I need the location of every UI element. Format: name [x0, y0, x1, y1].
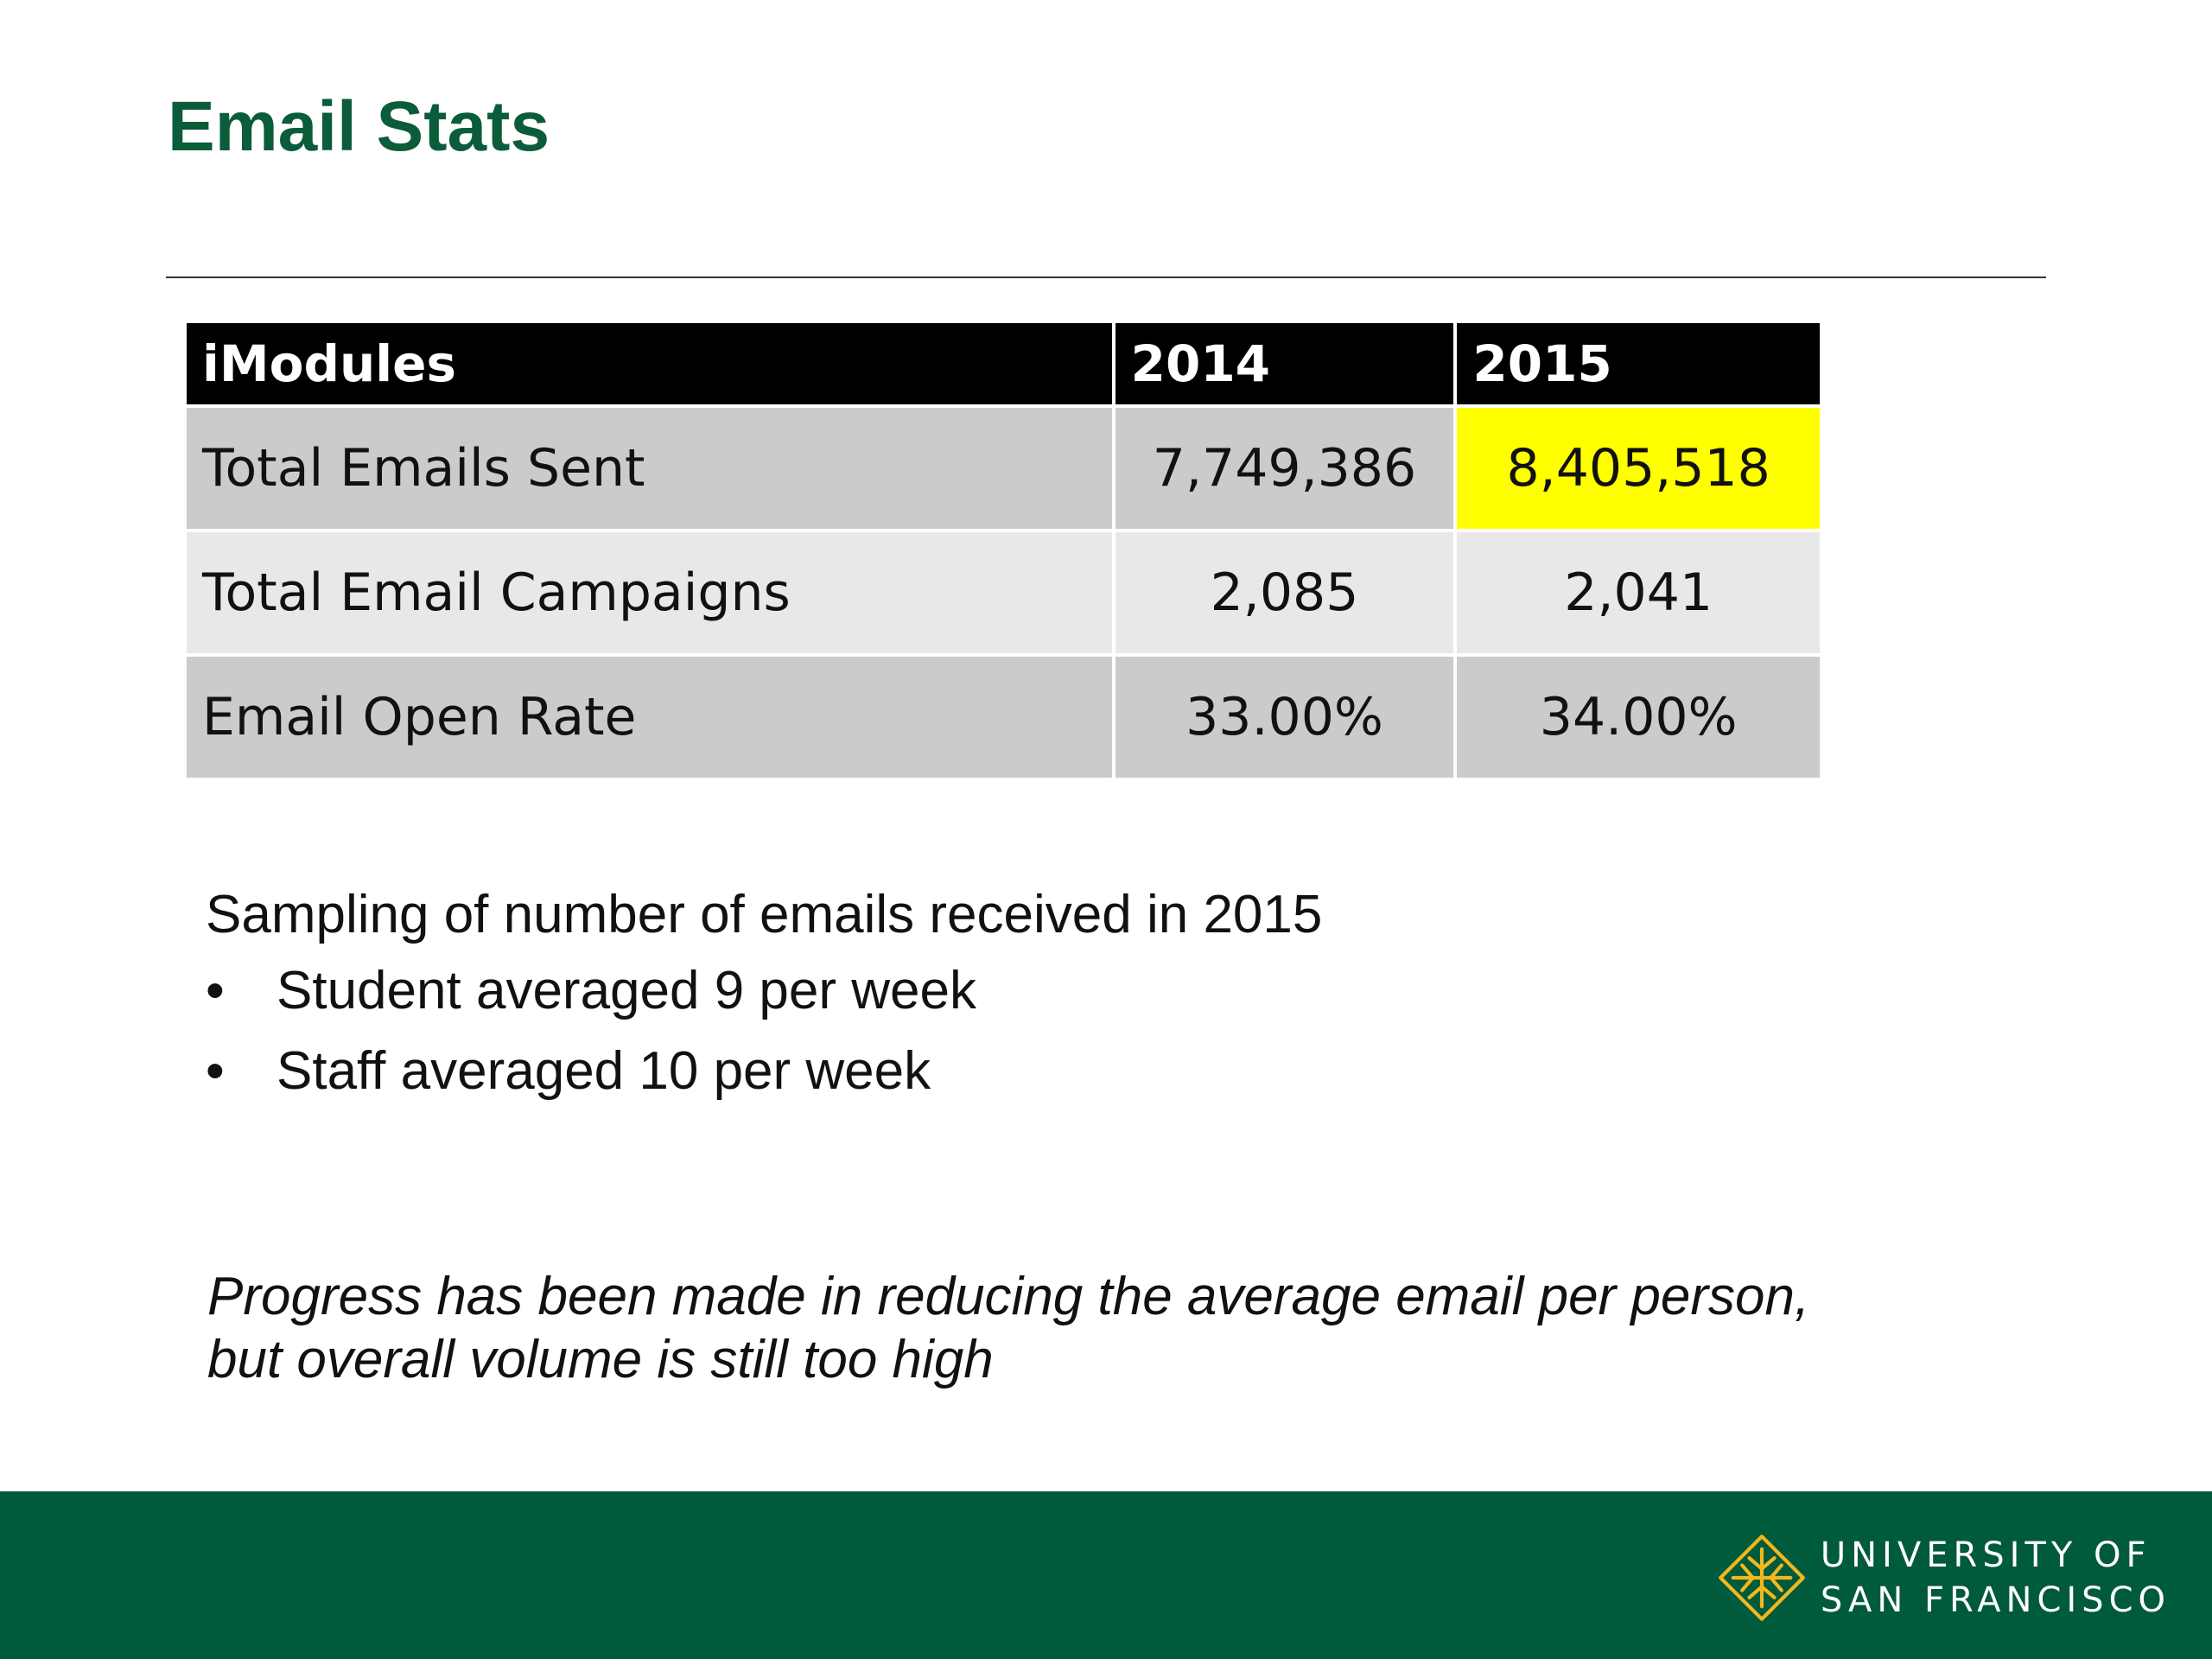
list-item [206, 1039, 1322, 1103]
footer-bar [0, 1491, 2212, 1659]
value-2015: 2,041 [1455, 531, 1821, 655]
value-2015: 34.00% [1455, 655, 1821, 779]
conclusion-note [207, 1265, 1936, 1391]
usf-cross-logo-icon [1717, 1533, 1807, 1623]
sampling-heading: Sampling of number of emails received in 2015 [206, 885, 1323, 944]
logo-wordmark [1821, 1533, 2171, 1623]
table-header-row [185, 321, 1821, 406]
bullet-icon: • [206, 1040, 225, 1101]
value-2014: 2,085 [1114, 531, 1456, 655]
email-stats-table [183, 320, 1823, 781]
row-label: Total Email Campaigns [185, 531, 1114, 655]
table-row [185, 655, 1821, 779]
table-row [185, 406, 1821, 531]
column-header-2015: 2015 [1455, 321, 1821, 406]
column-header-2014: 2014 [1114, 321, 1456, 406]
university-logo [1717, 1533, 2171, 1623]
list-item [206, 959, 1322, 1023]
value-2014: 7,749,386 [1114, 406, 1456, 531]
row-label: Email Open Rate [185, 655, 1114, 779]
sampling-bullet-list [206, 959, 1322, 1103]
bullet-text: Staff averaged 10 per week [276, 1040, 931, 1101]
sampling-section [206, 883, 1322, 1119]
value-2015-highlighted: 8,405,518 [1455, 406, 1821, 531]
logo-line-2: SAN FRANCISCO [1820, 1580, 2171, 1620]
bullet-icon: • [206, 961, 225, 1021]
value-2014: 33.00% [1114, 655, 1456, 779]
title-divider [166, 276, 2046, 278]
bullet-text: Student averaged 9 per week [276, 961, 976, 1021]
table-row [185, 531, 1821, 655]
conclusion-line-2: but overall volume is still too high [207, 1330, 994, 1390]
slide-title: Email Stats [168, 87, 550, 166]
logo-line-1: UNIVERSITY OF [1820, 1535, 2152, 1575]
conclusion-line-1: Progress has been made in reducing the average email per person, [207, 1267, 1810, 1326]
column-header-platform: iModules [185, 321, 1114, 406]
row-label: Total Emails Sent [185, 406, 1114, 531]
